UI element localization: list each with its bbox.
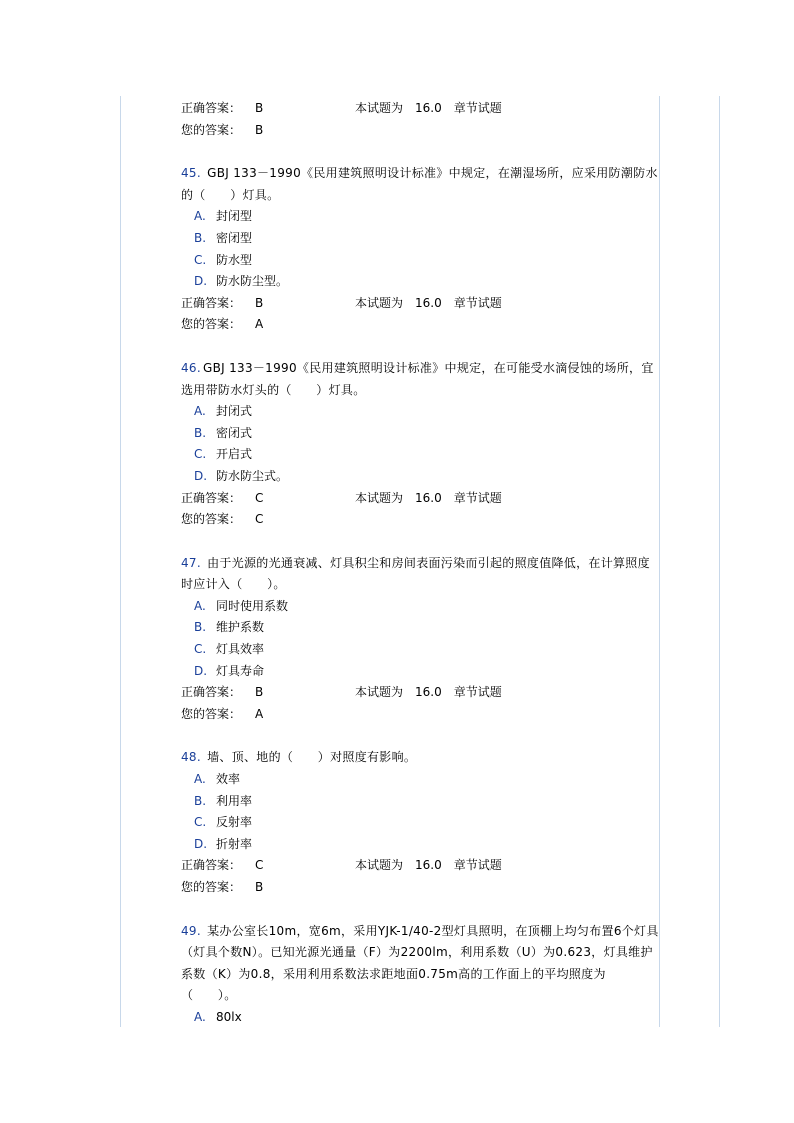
- option-a: A. 同时使用系数: [194, 598, 289, 613]
- question-text: 46. GBJ 133－1990《民用建筑照明设计标准》中规定，在可能受水滴侵蚀的场所，宜选用带防水灯头的（ ）灯具。: [181, 360, 654, 397]
- option-c: C. 灯具效率: [194, 642, 265, 657]
- question-45: [181, 163, 659, 336]
- correct-answer-row: 正确答案： C 本试题为 16.0 章节试题: [181, 490, 502, 505]
- question-text: 48. 墙、顶、地的（ ）对照度有影响。: [181, 750, 417, 765]
- outer-border-line: [719, 96, 720, 1027]
- right-border-line: [659, 96, 660, 1027]
- your-answer-row: 您的答案： B: [181, 880, 264, 894]
- option-a: A. 80lx: [194, 1009, 242, 1024]
- question-49: [181, 921, 659, 1029]
- quiz-content: [181, 98, 659, 1029]
- option-d: D. 灯具寿命: [194, 663, 265, 678]
- option-d: D. 防水防尘式。: [194, 468, 289, 483]
- left-border-line: [120, 96, 121, 1027]
- question-text: 45. GBJ 133－1990《民用建筑照明设计标准》中规定，在潮湿场所，应采用防潮防水的（ ）灯具。: [181, 166, 658, 202]
- option-a: A. 封闭型: [194, 209, 253, 224]
- correct-answer-row: 正确答案： C 本试题为 16.0 章节试题: [181, 858, 502, 873]
- correct-answer-row: 正确答案： B 本试题为 16.0 章节试题: [181, 295, 502, 310]
- correct-answer-row: 正确答案： B 本试题为 16.0 章节试题: [181, 101, 502, 115]
- option-d: D. 防水防尘型。: [194, 274, 289, 289]
- option-d: D. 折射率: [194, 836, 253, 851]
- question-46: [181, 358, 659, 531]
- option-b: B. 密闭式: [194, 425, 253, 440]
- option-b: B. 利用率: [194, 793, 253, 808]
- option-b: B. 维护系数: [194, 620, 265, 635]
- option-c: C. 防水型: [194, 252, 253, 267]
- your-answer-row: 您的答案： A: [181, 317, 264, 332]
- option-c: C. 开启式: [194, 447, 253, 462]
- question-47: [181, 553, 659, 726]
- option-c: C. 反射率: [194, 815, 253, 830]
- question-text: 49. 某办公室长10m，宽6m，采用YJK-1/40-2型灯具照明，在顶棚上均匀布置6个灯具（灯具个数N）。已知光源光通量（F）为2200lm，利用系数（U）为0.623，灯具维护系数（K）为0.8，采用利用系数法求距地面0.75m高的工作面上的平均照度为（ ）。: [181, 923, 659, 1003]
- your-answer-row: 您的答案： C: [181, 512, 264, 527]
- your-answer-row: 您的答案： B: [181, 122, 264, 137]
- option-b: B. 密闭型: [194, 230, 253, 245]
- your-answer-row: 您的答案： A: [181, 706, 264, 721]
- option-a: A. 效率: [194, 772, 241, 787]
- correct-answer-row: 正确答案： B 本试题为 16.0 章节试题: [181, 685, 502, 700]
- question-text: 47. 由于光源的光通衰减、灯具积尘和房间表面污染而引起的照度值降低，在计算照度时应计入（ ）。: [181, 555, 650, 592]
- question-48: [181, 747, 659, 898]
- option-a: A. 封闭式: [194, 404, 253, 419]
